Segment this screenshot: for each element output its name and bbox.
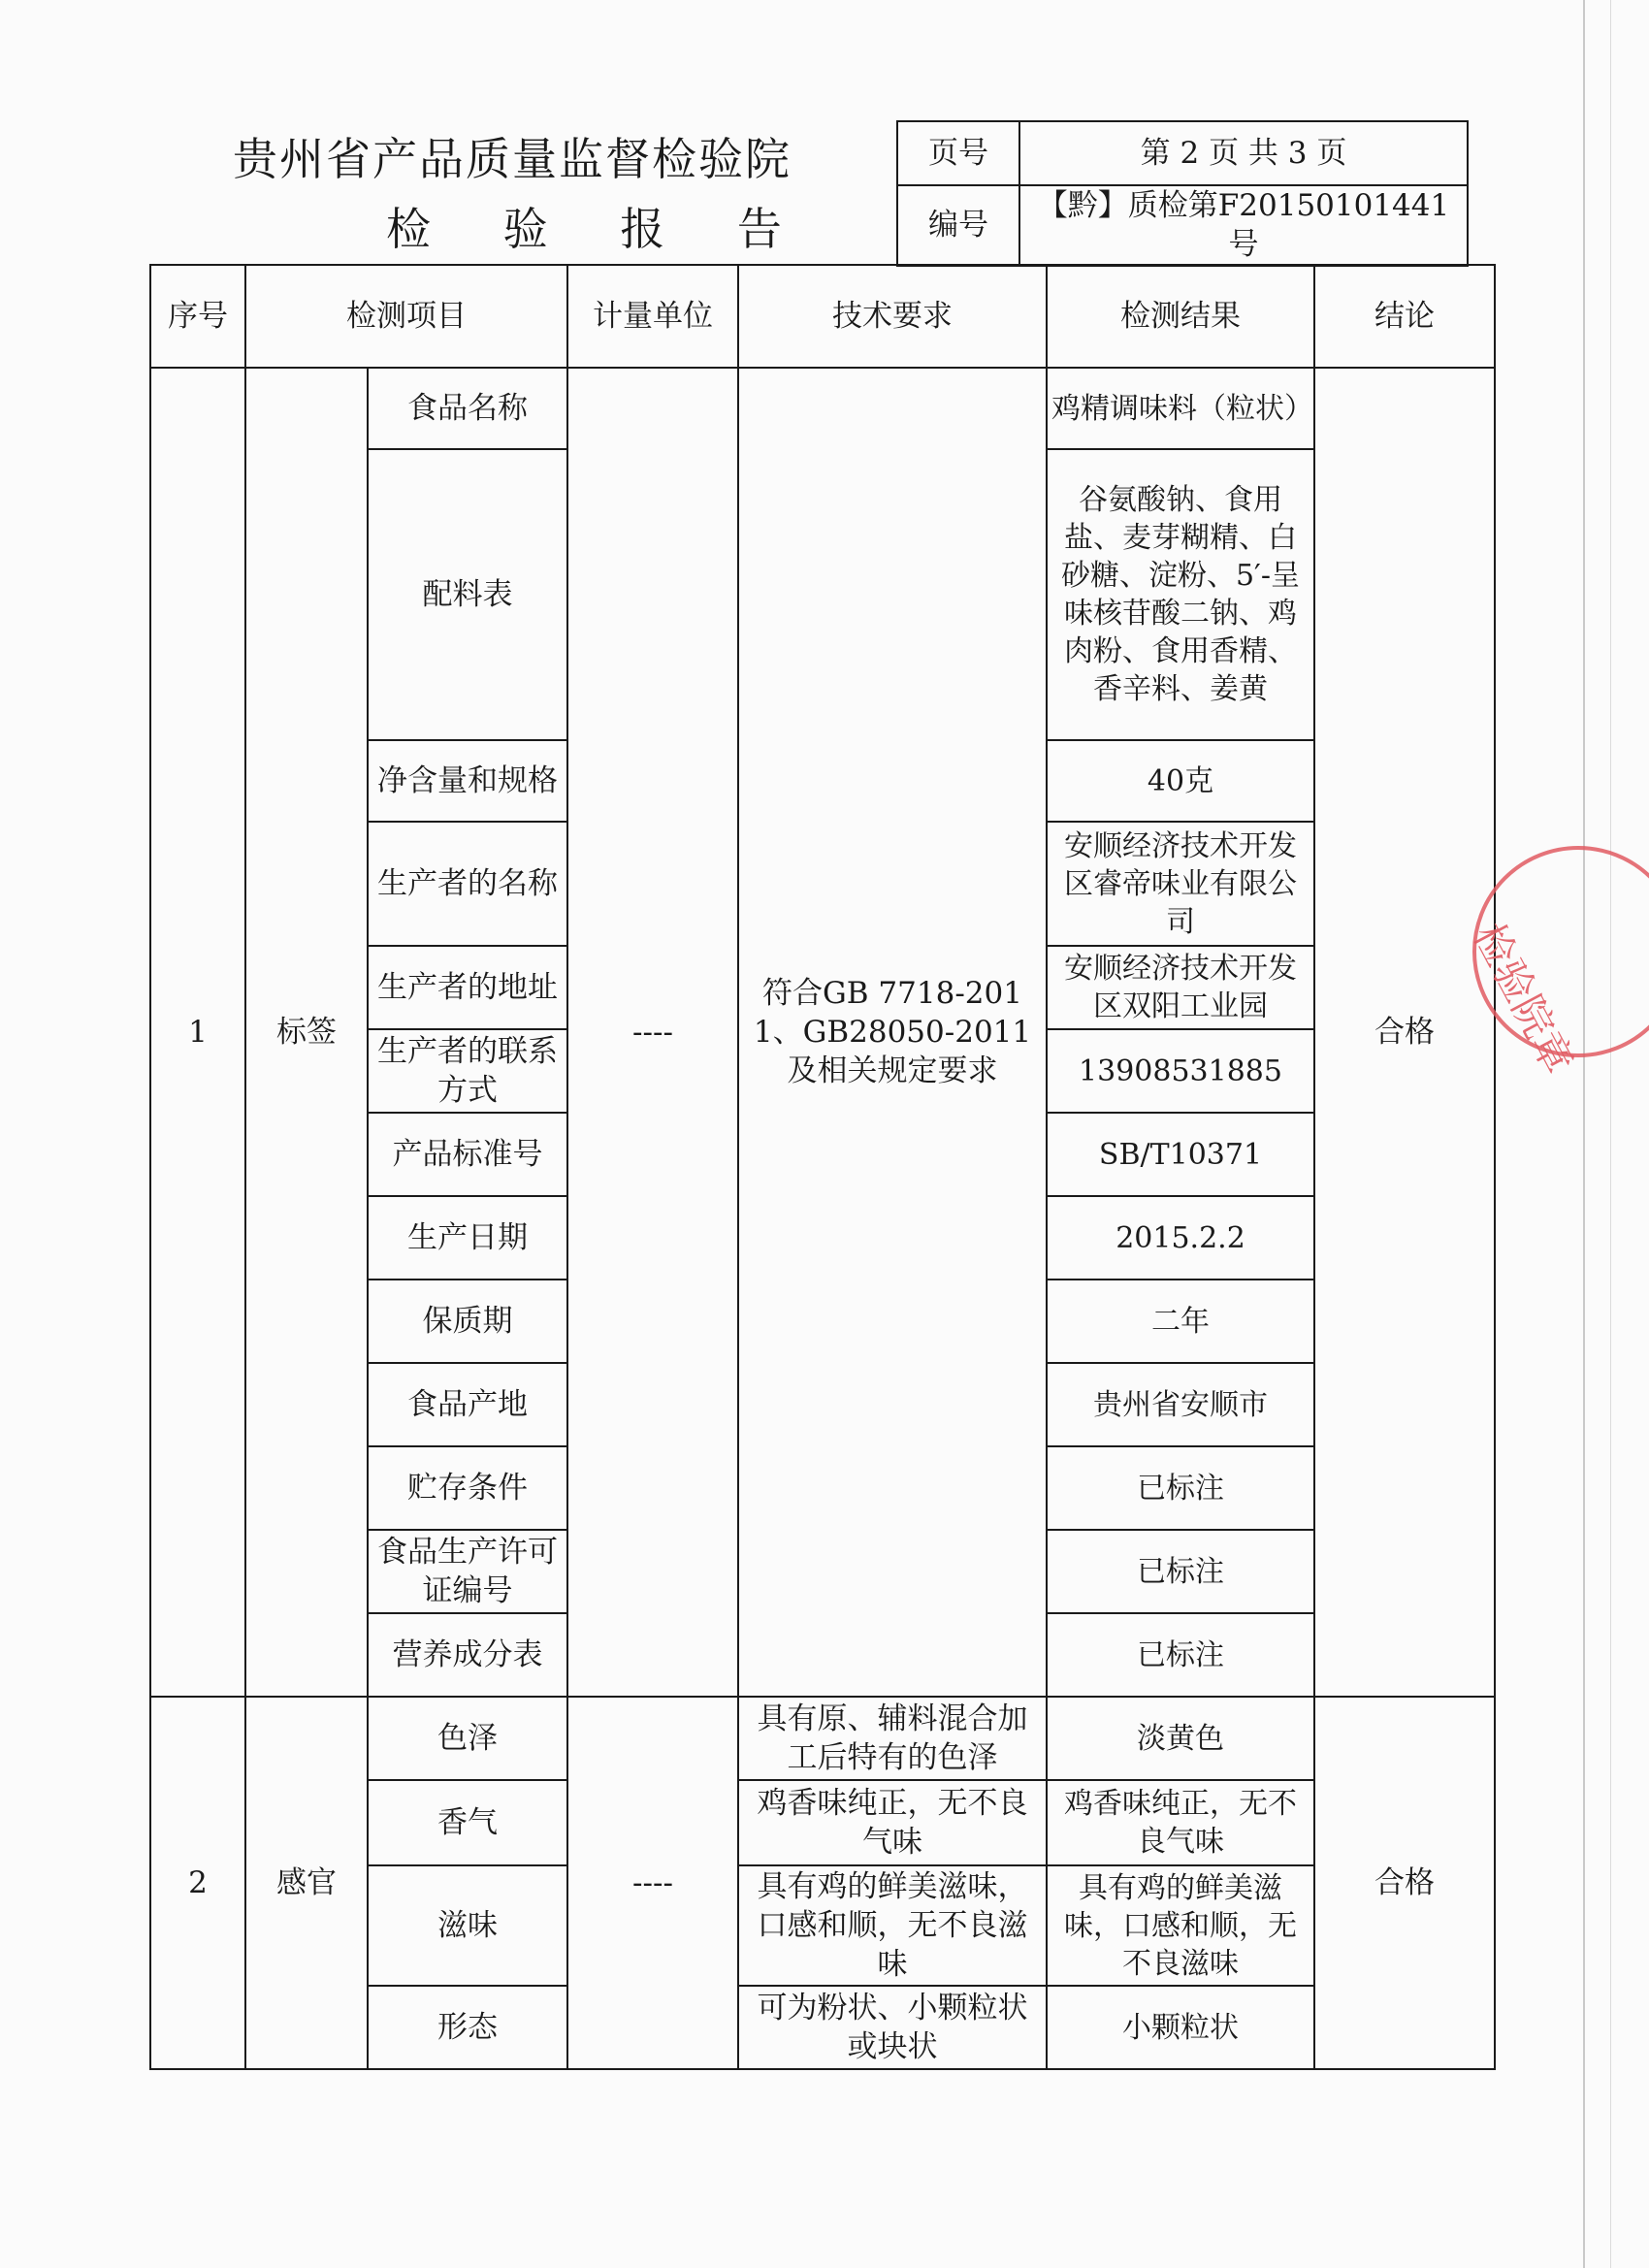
item-result: 13908531885 <box>1047 1029 1314 1113</box>
item-result: SB/T10371 <box>1047 1113 1314 1196</box>
number-label: 编号 <box>897 185 1019 266</box>
item-name: 营养成分表 <box>368 1613 567 1697</box>
item-name: 贮存条件 <box>368 1446 567 1530</box>
group-conclusion: 合格 <box>1314 1697 1495 2069</box>
item-result: 小颗粒状 <box>1047 1986 1314 2069</box>
report-title: 检 验 报 告 <box>386 203 811 255</box>
header-result: 检测结果 <box>1047 265 1314 368</box>
item-result: 已标注 <box>1047 1446 1314 1530</box>
number-row <box>897 185 1468 266</box>
item-name: 生产者的名称 <box>368 822 567 946</box>
item-name: 色泽 <box>368 1697 567 1780</box>
item-name: 生产日期 <box>368 1196 567 1280</box>
report-info-table <box>896 120 1469 267</box>
page-edge-line <box>1583 0 1585 2268</box>
header-unit: 计量单位 <box>567 265 738 368</box>
institute-title: 贵州省产品质量监督检验院 <box>233 133 792 185</box>
group-unit: ---- <box>567 1697 738 2069</box>
item-requirement: 可为粉状、小颗粒状或块状 <box>738 1986 1047 2069</box>
item-name: 香气 <box>368 1780 567 1865</box>
item-result: 二年 <box>1047 1280 1314 1363</box>
item-requirement: 具有原、辅料混合加工后特有的色泽 <box>738 1697 1047 1780</box>
page-edge-line-secondary <box>1610 0 1611 2268</box>
item-name: 配料表 <box>368 449 567 740</box>
table-row <box>150 1697 1495 1780</box>
item-result: 谷氨酸钠、食用盐、麦芽糊精、白砂糖、淀粉、5′-呈味核苷酸二钠、鸡肉粉、食用香精、香辛料、姜黄 <box>1047 449 1314 740</box>
item-name: 滋味 <box>368 1865 567 1986</box>
table-row <box>150 368 1495 449</box>
item-result: 贵州省安顺市 <box>1047 1363 1314 1446</box>
table-header-row <box>150 265 1495 368</box>
item-name: 生产者的地址 <box>368 946 567 1029</box>
item-result: 40克 <box>1047 740 1314 822</box>
group-conclusion: 合格 <box>1314 368 1495 1697</box>
group-category: 感官 <box>245 1697 368 2069</box>
item-name: 食品产地 <box>368 1363 567 1446</box>
item-name: 净含量和规格 <box>368 740 567 822</box>
page-row <box>897 121 1468 185</box>
item-name: 产品标准号 <box>368 1113 567 1196</box>
item-name: 生产者的联系方式 <box>368 1029 567 1113</box>
header-requirement: 技术要求 <box>738 265 1047 368</box>
item-result: 鸡精调味料（粒状） <box>1047 368 1314 449</box>
header-seq: 序号 <box>150 265 245 368</box>
item-result: 已标注 <box>1047 1613 1314 1697</box>
header-conclusion: 结论 <box>1314 265 1495 368</box>
item-requirement: 具有鸡的鲜美滋味，口感和顺，无不良滋味 <box>738 1865 1047 1986</box>
group-requirement: 符合GB 7718-2011、GB28050-2011及相关规定要求 <box>738 368 1047 1697</box>
inspection-table <box>149 264 1496 2070</box>
item-result: 具有鸡的鲜美滋味，口感和顺，无不良滋味 <box>1047 1865 1314 1986</box>
inspection-seal-text: 检验院章 <box>1464 915 1583 1083</box>
group-unit: ---- <box>567 368 738 1697</box>
item-requirement: 鸡香味纯正，无不良气味 <box>738 1780 1047 1865</box>
page-label: 页号 <box>897 121 1019 185</box>
item-name: 食品名称 <box>368 368 567 449</box>
header-item: 检测项目 <box>245 265 567 368</box>
item-result: 安顺经济技术开发区双阳工业园 <box>1047 946 1314 1029</box>
number-value: 【黔】质检第F20150101441号 <box>1019 185 1468 266</box>
item-result: 淡黄色 <box>1047 1697 1314 1780</box>
item-name: 形态 <box>368 1986 567 2069</box>
group-category: 标签 <box>245 368 368 1697</box>
group-seq: 2 <box>150 1697 245 2069</box>
item-result: 2015.2.2 <box>1047 1196 1314 1280</box>
item-name: 食品生产许可证编号 <box>368 1530 567 1613</box>
item-result: 鸡香味纯正，无不良气味 <box>1047 1780 1314 1865</box>
group-seq: 1 <box>150 368 245 1697</box>
page-value: 第 2 页 共 3 页 <box>1019 121 1468 185</box>
item-result: 安顺经济技术开发区睿帝味业有限公司 <box>1047 822 1314 946</box>
item-result: 已标注 <box>1047 1530 1314 1613</box>
item-name: 保质期 <box>368 1280 567 1363</box>
